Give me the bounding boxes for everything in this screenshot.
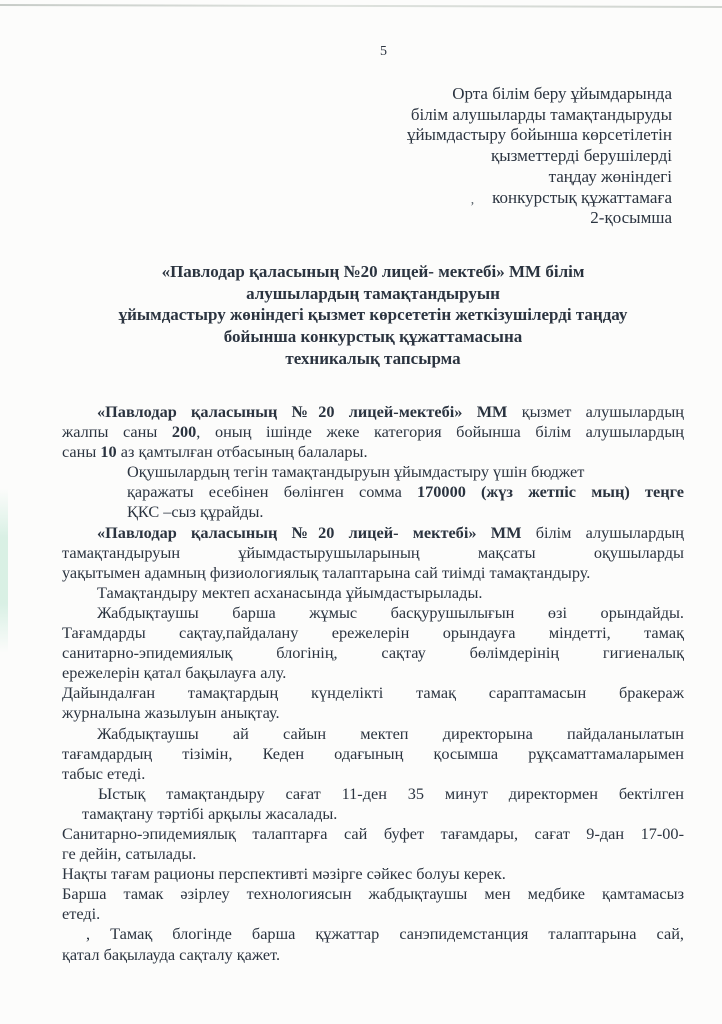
text-segment: уақытымен адамның физиологиялық талаптарына сай тиімді тамақтандыру. bbox=[62, 562, 591, 582]
document-body bbox=[62, 402, 684, 965]
body-line bbox=[98, 784, 684, 804]
text-segment: табыс етеді. bbox=[62, 763, 146, 783]
annex-header-line: конкурстық құжаттамаға bbox=[492, 187, 672, 207]
text-segment: , Тамақ блогінде барша құжаттар санэпидемстанция талаптарына сай, bbox=[86, 924, 684, 944]
body-line bbox=[62, 764, 684, 784]
bold-text-segment: 170000 (жүз жетпіс мың) теңге bbox=[417, 482, 684, 502]
body-line bbox=[62, 422, 684, 442]
body-line bbox=[62, 945, 684, 965]
text-segment: қызмет алушылардың bbox=[521, 402, 684, 421]
text-segment: Санитарно-эпидемиялық талаптарға сай буфет тағамдары, сағат 9-дан 17-00- bbox=[62, 823, 684, 843]
annex-header-line: білім алушыларды тамақтандыруды bbox=[410, 104, 672, 124]
body-line bbox=[127, 482, 684, 502]
text-segment: тағамдардың тізімін, Кеден одағының қосымша рұқсаматтамаларымен bbox=[62, 743, 684, 763]
text-segment: Барша тамак әзірлеу технологиясын жабдықтаушы мен медбике қамтамасыз bbox=[62, 884, 684, 904]
text-segment: саны bbox=[62, 442, 101, 462]
annex-header-line: 2-қосымша bbox=[590, 208, 672, 228]
text-segment: тамақтану тәртібі арқылы жасалады. bbox=[82, 803, 338, 823]
body-line bbox=[62, 563, 684, 583]
text-segment: қатал бақылауда сақталу қажет. bbox=[62, 944, 281, 964]
scan-artifact-mark: ’ bbox=[470, 200, 475, 215]
text-segment: , оның ішінде жеке категория бойынша білім алушылардың bbox=[196, 422, 684, 442]
body-line bbox=[62, 703, 684, 723]
scan-smudge bbox=[0, 488, 8, 653]
body-line bbox=[62, 663, 684, 683]
body-line bbox=[97, 523, 684, 543]
title-line: техникалық тапсырма bbox=[285, 348, 461, 368]
document-title bbox=[62, 261, 684, 370]
body-line bbox=[62, 623, 684, 643]
text-segment: Оқушылардың тегін тамақтандыруын ұйымдастыру үшін бюджет bbox=[127, 462, 585, 482]
body-line bbox=[62, 744, 684, 764]
body-line bbox=[97, 603, 684, 623]
body-line bbox=[62, 844, 684, 864]
annex-header-line: ұйымдастыру бойынша көрсетілетін bbox=[406, 125, 672, 145]
body-line bbox=[127, 462, 684, 482]
text-segment: тамақтандыруын ұйымдастырушыларының мақсаты оқушыларды bbox=[62, 542, 684, 562]
body-line bbox=[86, 924, 684, 944]
text-segment: журналына жазылуын анықтау. bbox=[62, 703, 280, 723]
body-line bbox=[97, 724, 684, 744]
body-line bbox=[97, 402, 684, 422]
body-line bbox=[62, 904, 684, 924]
text-segment: Нақты тағам рационы перспективті мәзірге сәйкес болуы керек. bbox=[62, 864, 506, 884]
body-line bbox=[82, 804, 684, 824]
body-line bbox=[62, 543, 684, 563]
annex-header-line: Орта білім беру ұйымдарында bbox=[452, 84, 672, 103]
body-line bbox=[62, 683, 684, 703]
text-segment: ережелерін қатал бақылауға алу. bbox=[62, 663, 287, 683]
text-segment: ҚКС –сыз құрайды. bbox=[127, 502, 264, 522]
text-segment: Тағамдарды сақтау,пайдалану ережелерін орындауға міндетті, тамақ bbox=[62, 623, 684, 643]
scan-edge-line bbox=[0, 4, 722, 8]
annex-header-line: қызметтерді берушілерді bbox=[491, 146, 672, 166]
title-line: ұйымдастыру жөніндегі қызмет көрсететін жеткізушілерді таңдау bbox=[118, 305, 628, 325]
page-number: 5 bbox=[380, 44, 388, 59]
text-segment: жалпы саны bbox=[62, 422, 172, 442]
bold-text-segment: 200 bbox=[171, 422, 197, 442]
text-segment: білім алушылардың bbox=[535, 522, 684, 542]
bold-text-segment: «Павлодар қаласының №20 лицей- мектебі» ММ bbox=[97, 522, 536, 542]
title-line: «Павлодар қаласының №20 лицей- мектебі» ММ білім bbox=[161, 262, 585, 281]
body-line bbox=[62, 864, 684, 884]
text-segment: Жабдықтаушы барша жұмыс басқурушылығын өзі орындайды. bbox=[97, 602, 684, 622]
title-line: бойынша конкурстық құжаттамасына bbox=[223, 327, 523, 347]
annex-header-block bbox=[372, 84, 672, 229]
text-segment: қаражаты есебінен бөлінген сомма bbox=[127, 482, 417, 502]
text-segment: етеді. bbox=[62, 904, 101, 924]
bold-text-segment: 10 bbox=[100, 442, 117, 462]
body-line bbox=[62, 824, 684, 844]
text-segment: аз қамтылған отбасының балалары. bbox=[116, 442, 368, 462]
text-segment: санитарно-эпидемиялық блогінің, сақтау бөлімдерінің гигиеналық bbox=[62, 643, 684, 663]
text-segment: Жабдықтаушы ай сайын мектеп директорына пайдаланылатын bbox=[97, 723, 684, 743]
title-line: алушылардың тамақтандыруын bbox=[246, 283, 500, 303]
body-line bbox=[62, 442, 684, 462]
text-segment: ге дейін, сатылады. bbox=[62, 844, 197, 864]
body-line bbox=[127, 502, 684, 522]
body-line bbox=[97, 583, 684, 603]
annex-header-line: таңдау жөніндегі bbox=[548, 166, 672, 186]
text-segment: Тамақтандыру мектеп асханасында ұйымдастырылады. bbox=[97, 582, 483, 602]
body-line bbox=[62, 884, 684, 904]
text-segment: Ыстық тамақтандыру сағат 11-ден 35 минут директормен бектілген bbox=[98, 783, 684, 803]
body-line bbox=[62, 643, 684, 663]
text-segment: Дайындалған тамақтардың күнделікті тамақ сараптамасын бракераж bbox=[62, 683, 684, 703]
bold-text-segment: «Павлодар қаласының №20 лицей-мектебі» ММ bbox=[97, 402, 522, 421]
